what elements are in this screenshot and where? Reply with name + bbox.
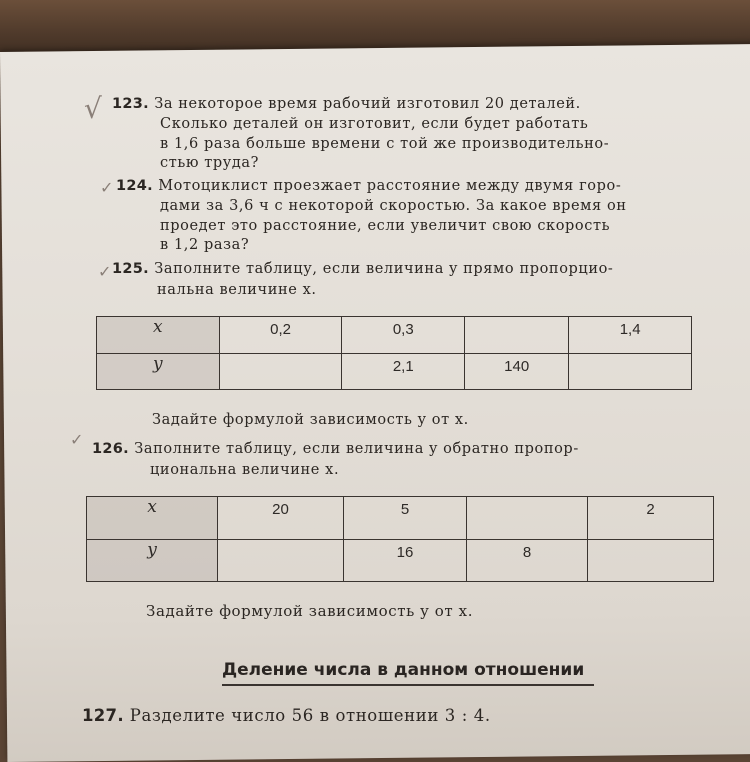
problem-125-number: 125. [112, 261, 149, 277]
problem-126-formula-task: Задайте формулой зависимость y от x. [146, 602, 474, 620]
problem-123-line-1 [112, 96, 581, 112]
table-row-label: y [97, 353, 220, 390]
problem-126-number: 126. [92, 441, 129, 457]
table-cell: 20 [218, 497, 344, 540]
table-cell [588, 539, 714, 582]
table-cell: 16 [344, 539, 467, 582]
problem-126-line-1 [92, 441, 579, 457]
problem-124-line-2: дами за 3,6 ч с некоторой скоростью. За какое время он [160, 198, 627, 214]
problem-126-line-2: циональна величине x. [150, 462, 340, 478]
problem-124-number: 124. [116, 178, 153, 194]
table-cell: 1,4 [569, 317, 692, 354]
section-title: Деление числа в данном отношении [222, 660, 585, 680]
problem-123-line-3: в 1,6 раза больше времени с той же производительно- [160, 136, 610, 152]
table-cell: 0,3 [342, 317, 465, 354]
proportion-table-126 [86, 496, 714, 582]
table-cell: 2,1 [342, 353, 465, 390]
table-cell [569, 353, 692, 390]
problem-123-number: 123. [112, 96, 149, 112]
check-mark-icon: ✓ [70, 430, 84, 449]
table-cell [467, 497, 588, 540]
table-cell [218, 539, 344, 582]
table-cell [465, 317, 569, 354]
table-row-label: y [87, 539, 218, 582]
table-cell: 8 [467, 539, 588, 582]
check-mark-icon: ✓ [100, 178, 114, 197]
problem-127-number: 127. [82, 706, 124, 725]
problem-text: За некоторое время рабочий изготовил 20 деталей. [154, 96, 581, 112]
problem-text: Заполните таблицу, если величина y обратно пропор- [134, 441, 579, 457]
table-cell: 140 [465, 353, 569, 390]
problem-124-line-4: в 1,2 раза? [160, 237, 250, 253]
table-cell: 0,2 [219, 317, 342, 354]
problem-125-formula-task: Задайте формулой зависимость y от x. [152, 412, 469, 428]
problem-123-line-4: стью труда? [160, 155, 260, 171]
problem-124-line-1 [116, 178, 621, 194]
problem-text: Заполните таблицу, если величина y прямо пропорцио- [154, 261, 614, 277]
check-mark-icon: √ [84, 92, 102, 125]
table-cell [219, 353, 342, 390]
proportion-table-125 [96, 316, 692, 390]
problem-125-line-2: нальна величине x. [157, 282, 317, 298]
problem-127-line-1 [82, 706, 491, 725]
table-row-label: x [97, 317, 220, 354]
problem-125-line-1 [112, 261, 613, 277]
problem-text: Мотоциклист проезжает расстояние между двумя горо- [158, 178, 622, 194]
table-cell: 5 [344, 497, 467, 540]
section-title-underline [222, 684, 594, 686]
problem-123-line-2: Сколько деталей он изготовит, если будет работать [160, 116, 589, 132]
problem-124-line-3: проедет это расстояние, если увеличит свою скорость [160, 218, 611, 234]
table-cell: 2 [588, 497, 714, 540]
table-row-label: x [87, 497, 218, 540]
problem-text: Разделите число 56 в отношении 3 : 4. [129, 706, 491, 725]
check-mark-icon: ✓ [98, 262, 112, 281]
